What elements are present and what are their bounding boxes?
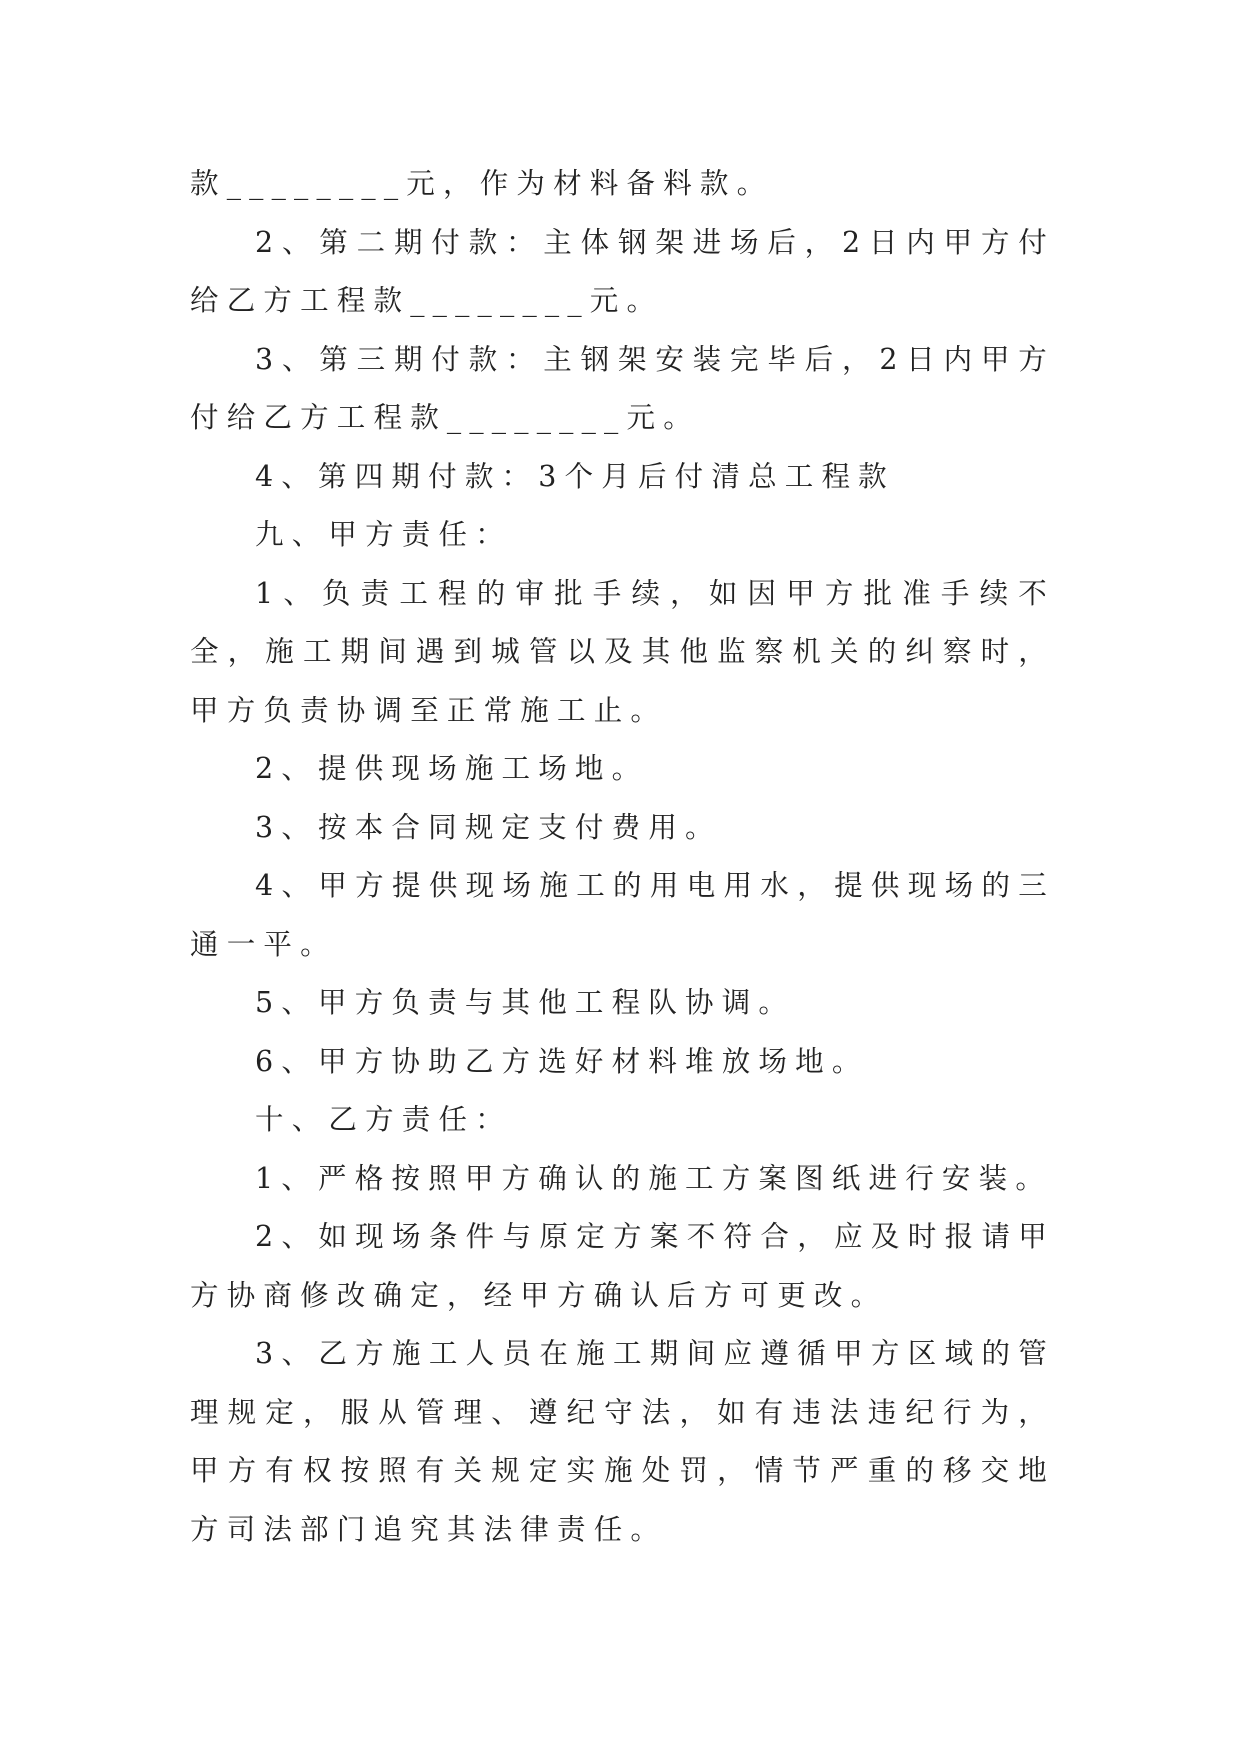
paragraph-payment-2: 2、第二期付款：主体钢架进场后，2日内甲方付给乙方工程款________元。 [190,225,1055,317]
paragraph-party-a-duty-5: 5、甲方负责与其他工程队协调。 [255,986,796,1019]
paragraph-party-b-duty-1: 1、严格按照甲方确认的施工方案图纸进行安装。 [255,1161,1053,1195]
section-heading-party-b-duties: 十、乙方责任： [255,1103,512,1136]
paragraph-payment-1-continued: 款________元，作为材料备料款。 [190,167,774,200]
paragraph-party-a-duty-2: 2、提供现场施工场地。 [255,752,649,785]
document-body [190,155,1055,1559]
paragraph-party-a-duty-4: 4、甲方提供现场施工的用电用水，提供现场的三通一平。 [190,869,1055,961]
paragraph-party-a-duty-6: 6、甲方协助乙方选好材料堆放场地。 [255,1044,869,1078]
paragraph-payment-3: 3、第三期付款：主钢架安装完毕后，2日内甲方付给乙方工程款________元。 [190,342,1055,434]
section-heading-party-a-duties: 九、甲方责任： [255,518,512,551]
paragraph-party-b-duty-2: 2、如现场条件与原定方案不符合，应及时报请甲方协商修改确定，经甲方确认后方可更改。 [190,1220,1055,1312]
paragraph-payment-4: 4、第四期付款：3个月后付清总工程款 [255,459,895,493]
paragraph-party-a-duty-3: 3、按本合同规定支付费用。 [255,810,722,844]
paragraph-party-b-duty-3: 3、乙方施工人员在施工期间应遵循甲方区域的管理规定，服从管理、遵纪守法，如有违法违纪行为，甲方有权按照有关规定实施处罚，情节严重的移交地方司法部门追究其法律责任。 [190,1337,1055,1546]
paragraph-party-a-duty-1: 1、负责工程的审批手续，如因甲方批准手续不全，施工期间遇到城管以及其他监察机关的纠察时，甲方负责协调至正常施工止。 [190,576,1055,727]
